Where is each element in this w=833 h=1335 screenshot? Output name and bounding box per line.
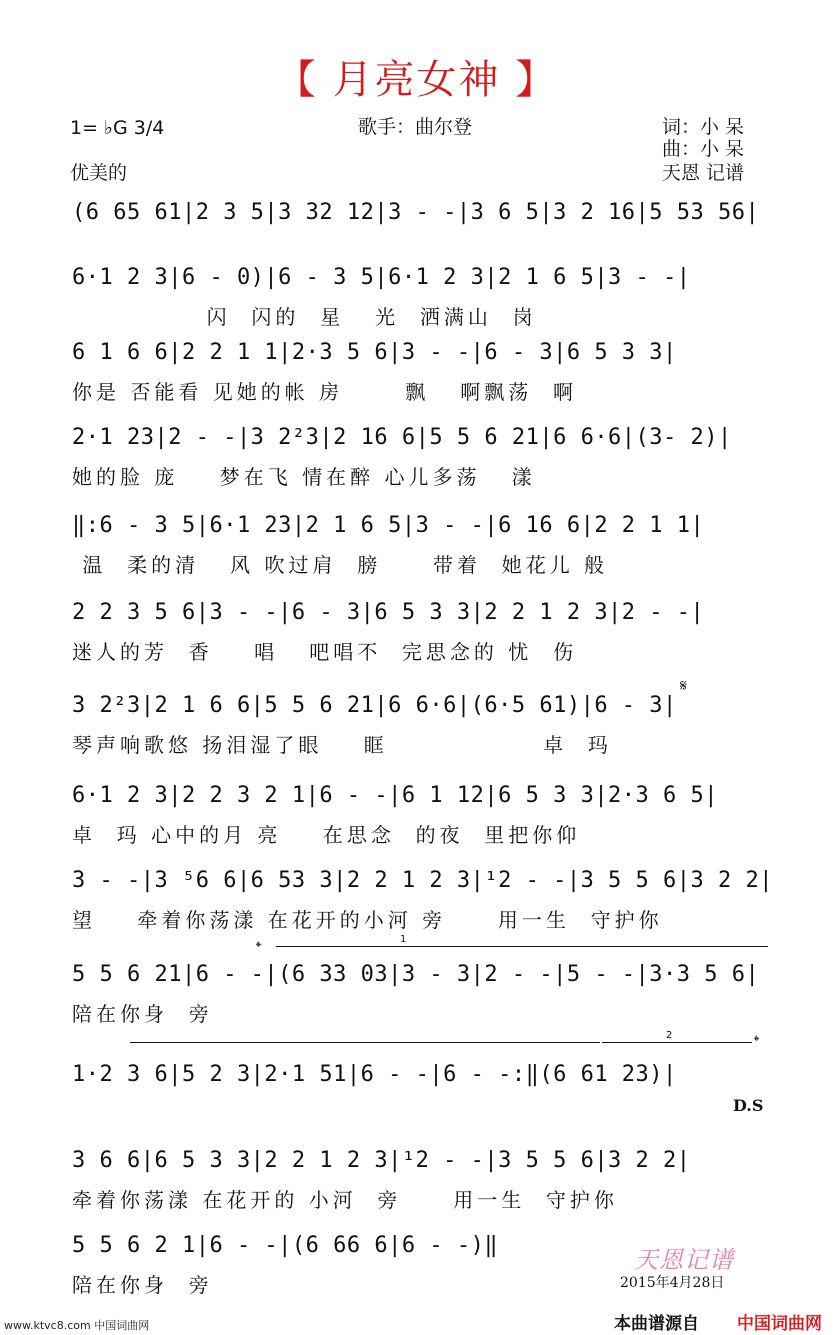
lyric-line: 琴声响歌悠 扬泪湿了眼 眶 卓 玛 [72, 733, 612, 757]
notation-line: ‖:6 - 3 5|6·1 23|2 1 6 5|3 - -|6 16 6|2 2 1 1| [72, 513, 705, 538]
volta-bracket-1-end [130, 1042, 600, 1043]
score-system [0, 693, 833, 777]
score-system [0, 783, 833, 867]
segno-mark: 𝄋 [680, 676, 687, 695]
score-system [0, 513, 833, 597]
score-system [0, 265, 833, 349]
notation-line: 6·1 2 3|6 - 0)|6 - 3 5|6·1 2 3|2 1 6 5|3 - -| [72, 265, 691, 290]
key-signature: 1= ♭G 3/4 [70, 117, 165, 139]
score-system [0, 962, 833, 1046]
notation-line: 2·1 23|2 - -|3 2²3|2 16 6|5 5 6 21|6 6·6|(3- 2)| [72, 425, 732, 450]
song-title: 【 月亮女神 】 [275, 57, 558, 103]
volta-2-label: 2 [666, 1030, 673, 1041]
site-watermark: www.ktvc8.com 中国词曲网 [4, 1319, 150, 1332]
source-site-link[interactable]: 中国词曲网 [737, 1314, 822, 1334]
lyric-line: 陪在你身 旁 [72, 1002, 213, 1026]
lyric-line: 卓 玛 心中的月 亮 在思念 的夜 里把你仰 [72, 823, 581, 847]
notation-line: 1·2 3 6|5 2 3|2·1 51|6 - -|6 - -:‖(6 61 23)| [72, 1062, 677, 1087]
notation-line: (6 65 61|2 3 5|3 32 12|3 - -|3 6 5|3 2 16|5 53 56| [72, 200, 760, 225]
coda-mark: 𝄌 [256, 938, 262, 956]
score-system [0, 868, 833, 952]
coda-mark: 𝄌 [754, 1032, 760, 1050]
notation-line: 3 6 6|6 5 3 3|2 2 1 2 3|¹2 - -|3 5 5 6|3 2 2| [72, 1148, 691, 1173]
score-system [0, 340, 833, 424]
notation-line: 5 5 6 2 1|6 - -|(6 66 6|6 - -)‖ [72, 1233, 499, 1258]
score-system [0, 1062, 833, 1146]
transcriber-credit: 天恩 记谱 [662, 162, 745, 184]
volta-bracket-2 [602, 1030, 752, 1043]
lyric-line: 陪在你身 旁 [72, 1273, 213, 1297]
lyricist-credit: 词：小 呆 [662, 116, 745, 138]
tempo-mood: 优美的 [70, 162, 128, 184]
transcription-date: 2015年4月28日 [620, 1275, 725, 1291]
singer-credit: 歌手：曲尔登 [358, 116, 473, 138]
notation-line: 6 1 6 6|2 2 1 1|2·3 5 6|3 - -|6 - 3|6 5 3 3| [72, 340, 677, 365]
notation-line: 5 5 6 21|6 - -|(6 33 03|3 - 3|2 - -|5 - -|3·3 5 6| [72, 962, 760, 987]
notation-line: 3 2²3|2 1 6 6|5 5 6 21|6 6·6|(6·5 61)|6 - 3| [72, 693, 677, 718]
lyric-line: 她的脸 庞 梦在飞 情在醉 心儿多荡 漾 [72, 465, 536, 489]
score-system [0, 425, 833, 509]
lyric-line: 迷人的芳 香 唱 吧唱不 完思念的 忧 伤 [72, 640, 578, 664]
notation-line: 3 - -|3 ⁵6 6|6 53 3|2 2 1 2 3|¹2 - -|3 5 5 6|3 2 2| [72, 868, 774, 893]
notation-line: 2 2 3 5 6|3 - -|6 - 3|6 5 3 3|2 2 1 2 3|2 - -| [72, 600, 705, 625]
lyric-line: 你是 否能看 见她的帐 房 飘 啊飘荡 啊 [72, 380, 578, 404]
score-system [0, 1148, 833, 1232]
volta-bracket-1 [276, 934, 768, 947]
lyric-line: 牵着你荡漾 在花开的 小河 旁 用一生 守护你 [72, 1188, 618, 1212]
notation-line: 6·1 2 3|2 2 3 2 1|6 - -|6 1 12|6 5 3 3|2·3 6 5| [72, 783, 719, 808]
lyric-line: 温 柔的清 风 吹过肩 膀 带着 她花儿 般 [72, 553, 609, 577]
composer-credit: 曲：小 呆 [662, 138, 745, 160]
lyric-line: 闪 闪的 星 光 洒满山 岗 [72, 305, 537, 329]
dal-segno-mark: D.S [733, 1096, 764, 1115]
lyric-line: 望 牵着你荡漾 在花开的小河 旁 用一生 守护你 [72, 908, 663, 932]
score-system [0, 600, 833, 684]
source-label: 本曲谱源自 [614, 1314, 699, 1334]
transcriber-stamp: 天恩记谱 [634, 1246, 734, 1274]
volta-1-label: 1 [400, 934, 407, 945]
